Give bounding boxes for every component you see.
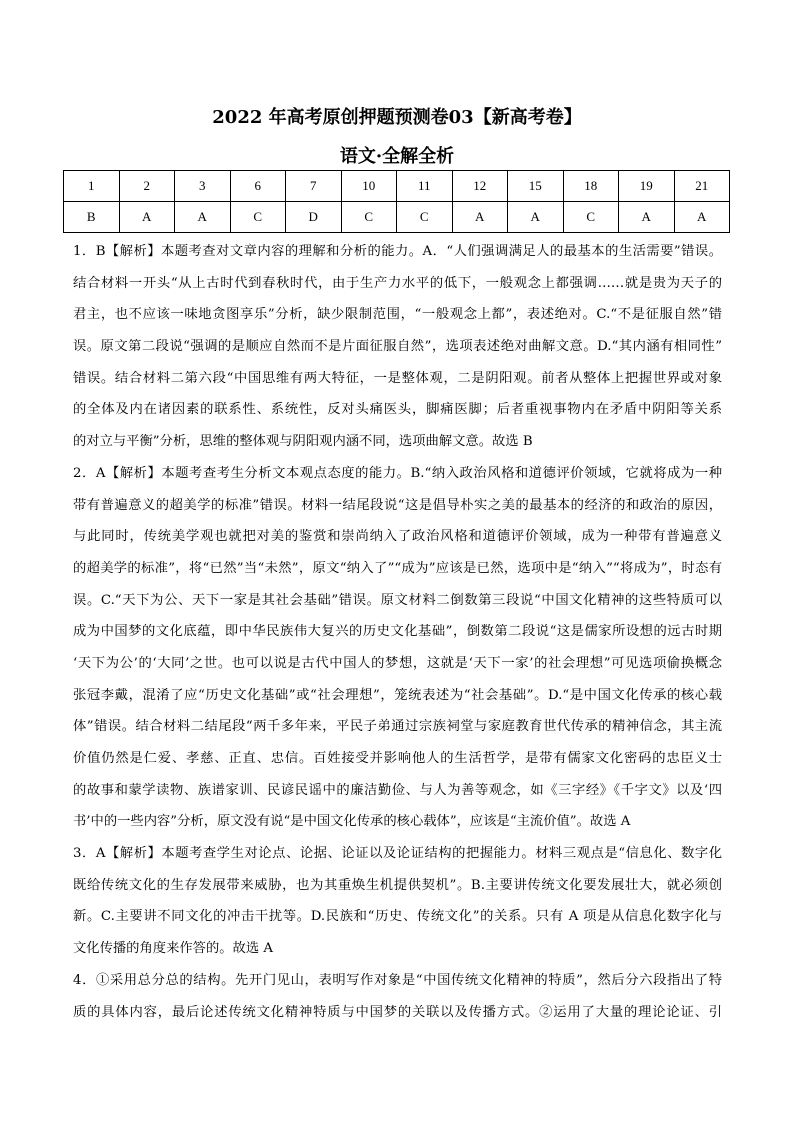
answer-cell: A <box>175 202 231 233</box>
analysis-item-3 <box>73 838 722 965</box>
analysis-line: 误。C.“天下为公、天下一家是其社会基础”错误。原文材料二倒数第三段说“中国文化精神的这些特质可以 <box>73 592 722 608</box>
analysis-line: 结合材料一开头“从上古时代到春秋时代，由于生产力水平的低下，一般观念上都强调……就是贵为天子的 <box>73 275 722 291</box>
question-number-cell: 2 <box>119 171 175 202</box>
question-number-cell: 7 <box>286 171 342 202</box>
answer-cell: D <box>286 202 342 233</box>
answer-row <box>64 202 730 233</box>
analysis-item-2 <box>73 458 722 838</box>
analysis-line: 与此同时，传统美学观也就把对美的鉴赏和崇尚纳入了政治风格和道德评价领域，成为一种带有普遍意义 <box>73 529 722 545</box>
analysis-line: 错误。结合材料二第六段“中国思维有两大特征，一是整体观，二是阴阳观。前者从整体上把握世界或对象 <box>73 370 722 386</box>
analysis-line: 书’中的一些内容”分析，原文没有说“是中国文化传承的核心载体”，应该是“主流价值”。故选 A <box>73 814 631 830</box>
analysis-line: ‘天下为公’的‘大同’之世。也可以说是古代中国人的梦想，这就是‘天下一家’的社会理想”可见选项偷换概念 <box>73 655 722 671</box>
analysis-line: 2．A【解析】本题考查考生分析文本观点态度的能力。B.“纳入政治风格和道德评价领域，它就将成为一种 <box>73 465 722 481</box>
answer-cell: A <box>452 202 508 233</box>
answer-cell: A <box>674 202 730 233</box>
analysis-line: 质的具体内容，最后论述传统文化精神特质与中国梦的关联以及传播方式。②运用了大量的理论论证、引 <box>73 1004 722 1020</box>
analysis-line: 带有普遍意义的超美学的标准”错误。材料一结尾段说“这是倡导朴实之美的最基本的经济的和政治的原因， <box>73 497 722 513</box>
question-number-cell: 3 <box>175 171 231 202</box>
analysis-line: 君主，也不应该一味地贪图享乐”分析，缺少限制范围，“一般观念上都”，表述绝对。C.“不是征服自然”错 <box>73 307 722 323</box>
question-number-cell: 18 <box>563 171 619 202</box>
question-number-cell: 11 <box>397 171 453 202</box>
analysis-item-1 <box>73 236 722 458</box>
analysis-line: 的超美学的标准”，将“已然”当“未然”，原文“纳入了”“成为”应该是已然，选项中是“纳入”“将成为”，时态有 <box>73 560 722 576</box>
analysis-line: 体”错误。结合材料二结尾段“两千多年来，平民子弟通过宗族祠堂与家庭教育世代传承的精神信念，其主流 <box>73 719 722 735</box>
question-number-cell: 19 <box>619 171 675 202</box>
answer-table <box>63 170 730 233</box>
document-title: 2022 年高考原创押题预测卷03【新高考卷】 <box>212 107 582 128</box>
answer-cell: C <box>341 202 397 233</box>
analysis-line: 3．A【解析】本题考查学生对论点、论据、论证以及论证结构的把握能力。材料三观点是“信息化、数字化 <box>73 846 722 862</box>
answer-cell: B <box>64 202 120 233</box>
analysis-line: 价值仍然是仁爱、孝慈、正直、忠信。百姓接受并影响他人的生活哲学，是带有儒家文化密码的忠臣义士 <box>73 751 722 766</box>
analysis-line: 新。C.主要讲不同文化的冲击干扰等。D.民族和“历史、传统文化”的关系。只有 A 项是从信息化数字化与 <box>73 909 722 925</box>
analysis-line: 文化传播的角度来作答的。故选 A <box>73 941 273 957</box>
analysis-line: 的故事和蒙学读物、族谱家训、民谚民谣中的廉洁勤俭、与人为善等观念，如《三字经》《千字文》以及‘四 <box>73 782 722 798</box>
analysis-line: 张冠李戴，混淆了应“历史文化基础”或“社会理想”，笼统表述为“社会基础”。D.“是中国文化传承的核心载 <box>73 687 722 703</box>
question-number-cell: 1 <box>64 171 120 202</box>
question-number-cell: 15 <box>508 171 564 202</box>
analysis-line: 成为中国梦的文化底蕴，即中华民族伟大复兴的历史文化基础”，倒数第二段说“这是儒家所设想的远古时期 <box>73 624 722 640</box>
document-subtitle: 语文·全解全析 <box>339 146 455 167</box>
analysis-line: 的全体及内在诸因素的联系性、系统性，反对头痛医头，脚痛医脚；后者重视事物内在矛盾中阴阳等关系 <box>73 402 722 418</box>
question-number-cell: 10 <box>341 171 397 202</box>
answer-cell: A <box>619 202 675 233</box>
question-number-cell: 12 <box>452 171 508 202</box>
question-number-row <box>64 171 730 202</box>
analysis-line: 4．①采用总分总的结构。先开门见山，表明写作对象是“中国传统文化精神的特质”，然后分六段指出了特 <box>73 972 722 988</box>
question-number-cell: 21 <box>674 171 730 202</box>
answer-cell: C <box>563 202 619 233</box>
analysis-item-4 <box>73 965 722 1028</box>
answer-cell: A <box>508 202 564 233</box>
analysis-line: 既给传统文化的生存发展带来威胁，也为其重焕生机提供契机”。B.主要讲传统文化要发展壮大，就必须创 <box>73 877 722 893</box>
analysis-line: 的对立与平衡”分析，思维的整体观与阴阳观内涵不同，选项曲解文意。故选 B <box>73 434 533 450</box>
analysis-line: 误。原文第二段说“强调的是顺应自然而不是片面征服自然”，选项表述绝对曲解文意。D.“其内涵有相同性” <box>73 339 722 355</box>
answer-cell: C <box>230 202 286 233</box>
analysis-line: 1．B【解析】本题考查对文章内容的理解和分析的能力。A．“人们强调满足人的最基本的生活需要”错误。 <box>73 244 722 259</box>
answer-cell: A <box>119 202 175 233</box>
answer-cell: C <box>397 202 453 233</box>
question-number-cell: 6 <box>230 171 286 202</box>
analysis-section <box>73 236 722 1028</box>
